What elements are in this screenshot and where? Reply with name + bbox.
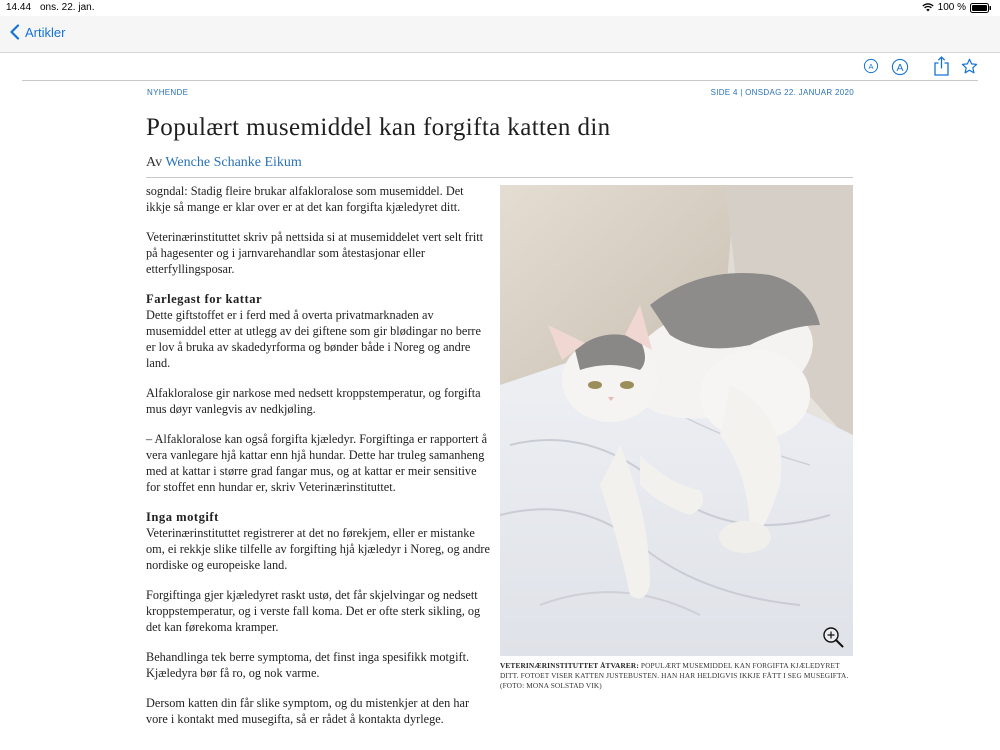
status-right (922, 2, 992, 13)
paragraph: Dersom katten din får slike symptom, og du mistenkjer at den har vore i kontakt med musegifta, så er rådet å kontakta dyrlege. (146, 696, 470, 726)
byline-divider (146, 177, 853, 178)
bookmark-star-icon[interactable] (961, 58, 978, 75)
status-date: ons. 22. jan. (40, 2, 95, 13)
subheading: Inga motgift (146, 510, 219, 524)
battery-percent: 100 % (937, 2, 966, 13)
navigation-bar (0, 16, 1000, 53)
page-info: SIDE 4 | ONSDAG 22. JANUAR 2020 (710, 88, 854, 97)
svg-text:A: A (868, 62, 874, 71)
article-headline: Populært musemiddel kan forgifta katten din (146, 114, 611, 141)
status-bar (0, 0, 1000, 16)
paragraph: Dette giftstoffet er i ferd med å overta privatmarknaden av musemiddel etter at utlegg av dei giftene som gir blødingar no berre er lov å bruka av skadedyrforma og bønder både i Noreg og andre land. (146, 308, 481, 370)
back-button[interactable] (8, 24, 65, 40)
paragraph: Veterinærinstituttet registrerer at det no førekjem, eller er mistanke om, ei rekkje slike tilfelle av forgifting hjå kjæledyr i Noreg, og andre nordiske og europeiske land. (146, 526, 490, 572)
cat-photo-illustration (500, 185, 853, 656)
photo-caption (500, 661, 853, 691)
paragraph: sogndal: Stadig fleire brukar alfakloralose som musemiddel. Det ikkje så mange er klar over er at det kan forgifta kjæledyret ditt. (146, 184, 464, 214)
article-toolbar (0, 56, 1000, 80)
svg-text:A: A (896, 61, 904, 74)
paragraph: Alfakloralose gir narkose med nedsett kroppstemperatur, og forgifta mus døyr vanlegvis av nedkjøling. (146, 386, 481, 416)
chevron-left-icon (8, 24, 22, 40)
section-label: NYHENDE (147, 88, 189, 97)
status-time: 14.44 (6, 2, 32, 13)
share-icon[interactable] (933, 56, 950, 76)
author-name[interactable]: Wenche Schanke Eikum (165, 155, 302, 170)
subheading: Farlegast for kattar (146, 292, 263, 306)
paragraph: Forgiftinga gjer kjæledyret raskt ustø, det får skjelvingar og nedsett kroppstemperatur, og i verste fall koma. Det er ofte sterk sikling, og det kan førekoma kramper. (146, 588, 481, 634)
article-photo[interactable] (500, 185, 853, 656)
caption-text: POPULÆRT MUSEMIDDEL KAN FORGIFTA KJÆLEDYRET DITT. FOTOET VISER KATTEN JUSTEBUSTEN. HAN HAR HELDIGVIS IKKJE FÅTT I SEG MUSEGIFTA.(FOTO: MONA SOLSTAD VIK) (500, 661, 849, 690)
increase-font-size-icon[interactable] (891, 58, 909, 76)
caption-lead: VETERINÆRINSTITUTTET ÅTVARER: (500, 661, 639, 670)
back-label: Artikler (25, 24, 66, 40)
decrease-font-size-icon[interactable] (863, 58, 879, 74)
zoom-in-icon[interactable] (822, 626, 844, 648)
article-body (146, 183, 491, 741)
paragraph: Veterinærinstituttet skriv på nettsida si at musemiddelet vert selt fritt på hagesenter og i jarnvarehandlar som åtestasjonar eller etterfyllingsposar. (146, 230, 484, 276)
byline (146, 155, 302, 171)
battery-icon (970, 3, 992, 13)
paragraph: Behandlinga tek berre symptoma, det finst inga spesifikk motgift. Kjæledyra bør få ro, og nok varme. (146, 650, 470, 680)
byline-prefix: Av (146, 155, 166, 170)
paragraph: – Alfakloralose kan også forgifta kjæledyr. Forgiftinga er rapportert å vera vanlegare hjå kattar enn hjå hundar. Dette har truleg samanheng med at kattar i større grad fangar mus, og at kattar er meir sensitive for stoffet enn hundar er, skriv Veterinærinstituttet. (146, 432, 488, 494)
toolbar-divider (22, 80, 978, 81)
wifi-icon (922, 3, 934, 12)
